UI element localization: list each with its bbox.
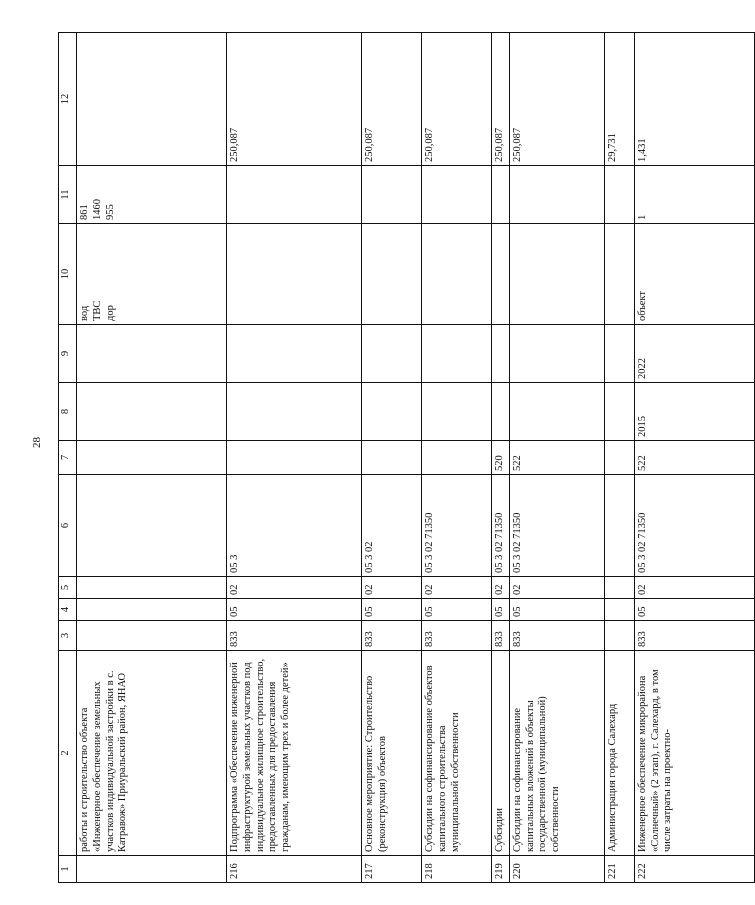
value-col-11: 861 1460 955 <box>77 166 227 224</box>
code-col-7 <box>604 441 634 475</box>
code-col-6: 05 3 02 71350 <box>492 475 510 577</box>
code-col-7: 522 <box>509 441 604 475</box>
code-col-4: 05 <box>422 599 492 621</box>
row-name: Основное мероприятие: Строительство (реконструкция) объектов <box>362 651 422 856</box>
code-col-5: 02 <box>634 577 754 599</box>
code-col-4 <box>604 599 634 621</box>
table-row <box>362 33 422 883</box>
year-start <box>509 383 604 441</box>
code-col-7: 520 <box>492 441 510 475</box>
code-col-4: 05 <box>492 599 510 621</box>
code-col-7 <box>422 441 492 475</box>
amount-col-12 <box>77 33 227 166</box>
code-col-7 <box>227 441 362 475</box>
column-header: 9 <box>59 325 77 383</box>
table-row <box>422 33 492 883</box>
row-name: Субсидии <box>492 651 510 856</box>
code-col-6 <box>77 475 227 577</box>
value-col-11 <box>509 166 604 224</box>
code-col-5: 02 <box>362 577 422 599</box>
code-col-3: 833 <box>634 621 754 651</box>
table-row <box>634 33 754 883</box>
value-col-11 <box>604 166 634 224</box>
year-end <box>362 325 422 383</box>
unit-col-10 <box>422 224 492 325</box>
unit-col-10 <box>492 224 510 325</box>
column-header: 1 <box>59 856 77 883</box>
code-col-5 <box>604 577 634 599</box>
header-row <box>59 33 77 883</box>
amount-col-12: 29,731 <box>604 33 634 166</box>
unit-col-10: вод ТВС дор <box>77 224 227 325</box>
column-header: 11 <box>59 166 77 224</box>
year-start <box>362 383 422 441</box>
unit-col-10: объект <box>634 224 754 325</box>
row-name: работы и строительство объекта «Инженерное обеспечение земельных участков индивидуальной застройки в с. Катравож» Приуральский район, ЯНАО <box>77 651 227 856</box>
code-col-7 <box>362 441 422 475</box>
amount-col-12: 250,087 <box>362 33 422 166</box>
code-col-5 <box>77 577 227 599</box>
row-number: 219 <box>492 856 510 883</box>
code-col-6: 05 3 02 71350 <box>509 475 604 577</box>
code-col-3: 833 <box>509 621 604 651</box>
row-number: 220 <box>509 856 604 883</box>
year-start <box>492 383 510 441</box>
year-end <box>604 325 634 383</box>
year-start: 2015 <box>634 383 754 441</box>
code-col-4: 05 <box>509 599 604 621</box>
year-end <box>77 325 227 383</box>
code-col-5: 02 <box>422 577 492 599</box>
code-col-4: 05 <box>362 599 422 621</box>
code-col-7: 522 <box>634 441 754 475</box>
column-header: 4 <box>59 599 77 621</box>
row-number: 221 <box>604 856 634 883</box>
value-col-11 <box>227 166 362 224</box>
code-col-4: 05 <box>634 599 754 621</box>
code-col-6: 05 3 02 <box>362 475 422 577</box>
row-number: 216 <box>227 856 362 883</box>
row-number: 222 <box>634 856 754 883</box>
row-number <box>77 856 227 883</box>
code-col-5: 02 <box>492 577 510 599</box>
amount-col-12: 250,087 <box>509 33 604 166</box>
page-number: 28 <box>31 437 43 448</box>
year-end <box>492 325 510 383</box>
table-row <box>604 33 634 883</box>
code-col-6: 05 3 02 71350 <box>422 475 492 577</box>
column-header: 6 <box>59 475 77 577</box>
unit-col-10 <box>362 224 422 325</box>
code-col-5: 02 <box>227 577 362 599</box>
year-end: 2022 <box>634 325 754 383</box>
code-col-3 <box>77 621 227 651</box>
amount-col-12: 250,087 <box>422 33 492 166</box>
column-header: 2 <box>59 651 77 856</box>
value-col-11: 1 <box>634 166 754 224</box>
column-header: 3 <box>59 621 77 651</box>
value-col-11 <box>422 166 492 224</box>
code-col-3: 833 <box>362 621 422 651</box>
code-col-3 <box>604 621 634 651</box>
year-start <box>77 383 227 441</box>
column-header: 10 <box>59 224 77 325</box>
year-end <box>422 325 492 383</box>
row-name: Инженерное обеспечение микрорайона «Солнечный» (2 этап), г. Салехард, в том числе затраты на проектно- <box>634 651 754 856</box>
table-row <box>227 33 362 883</box>
code-col-6 <box>604 475 634 577</box>
code-col-6: 05 3 <box>227 475 362 577</box>
column-header: 12 <box>59 33 77 166</box>
table-row <box>77 33 227 883</box>
amount-col-12: 250,087 <box>492 33 510 166</box>
code-col-6: 05 3 02 71350 <box>634 475 754 577</box>
unit-col-10 <box>604 224 634 325</box>
code-col-5: 02 <box>509 577 604 599</box>
code-col-3: 833 <box>227 621 362 651</box>
code-col-3: 833 <box>492 621 510 651</box>
code-col-4 <box>77 599 227 621</box>
year-start <box>227 383 362 441</box>
value-col-11 <box>362 166 422 224</box>
row-name: Администрация города Салехард <box>604 651 634 856</box>
column-header: 8 <box>59 383 77 441</box>
year-start <box>422 383 492 441</box>
row-name: Субсидии на софинансирование объектов капитального строительства муниципальной собственности <box>422 651 492 856</box>
rotated-table-container <box>58 33 674 883</box>
row-name: Субсидии на софинансирование капитальных вложений в объекты государственной (муниципальной) собственности <box>509 651 604 856</box>
table-row <box>492 33 510 883</box>
budget-table <box>58 32 755 883</box>
amount-col-12: 1,431 <box>634 33 754 166</box>
unit-col-10 <box>227 224 362 325</box>
row-number: 217 <box>362 856 422 883</box>
code-col-3: 833 <box>422 621 492 651</box>
amount-col-12: 250,087 <box>227 33 362 166</box>
year-start <box>604 383 634 441</box>
year-end <box>227 325 362 383</box>
code-col-7 <box>77 441 227 475</box>
row-number: 218 <box>422 856 492 883</box>
column-header: 5 <box>59 577 77 599</box>
year-end <box>509 325 604 383</box>
unit-col-10 <box>509 224 604 325</box>
value-col-11 <box>492 166 510 224</box>
row-name: Подпрограмма «Обеспечение инженерной инфраструктурой земельных участков под индивидуальное жилищное строительство, предоставленных для предоставления гражданам, имеющим трех и более детей» <box>227 651 362 856</box>
table-row <box>509 33 604 883</box>
top-rule <box>0 12 640 14</box>
code-col-4: 05 <box>227 599 362 621</box>
column-header: 7 <box>59 441 77 475</box>
